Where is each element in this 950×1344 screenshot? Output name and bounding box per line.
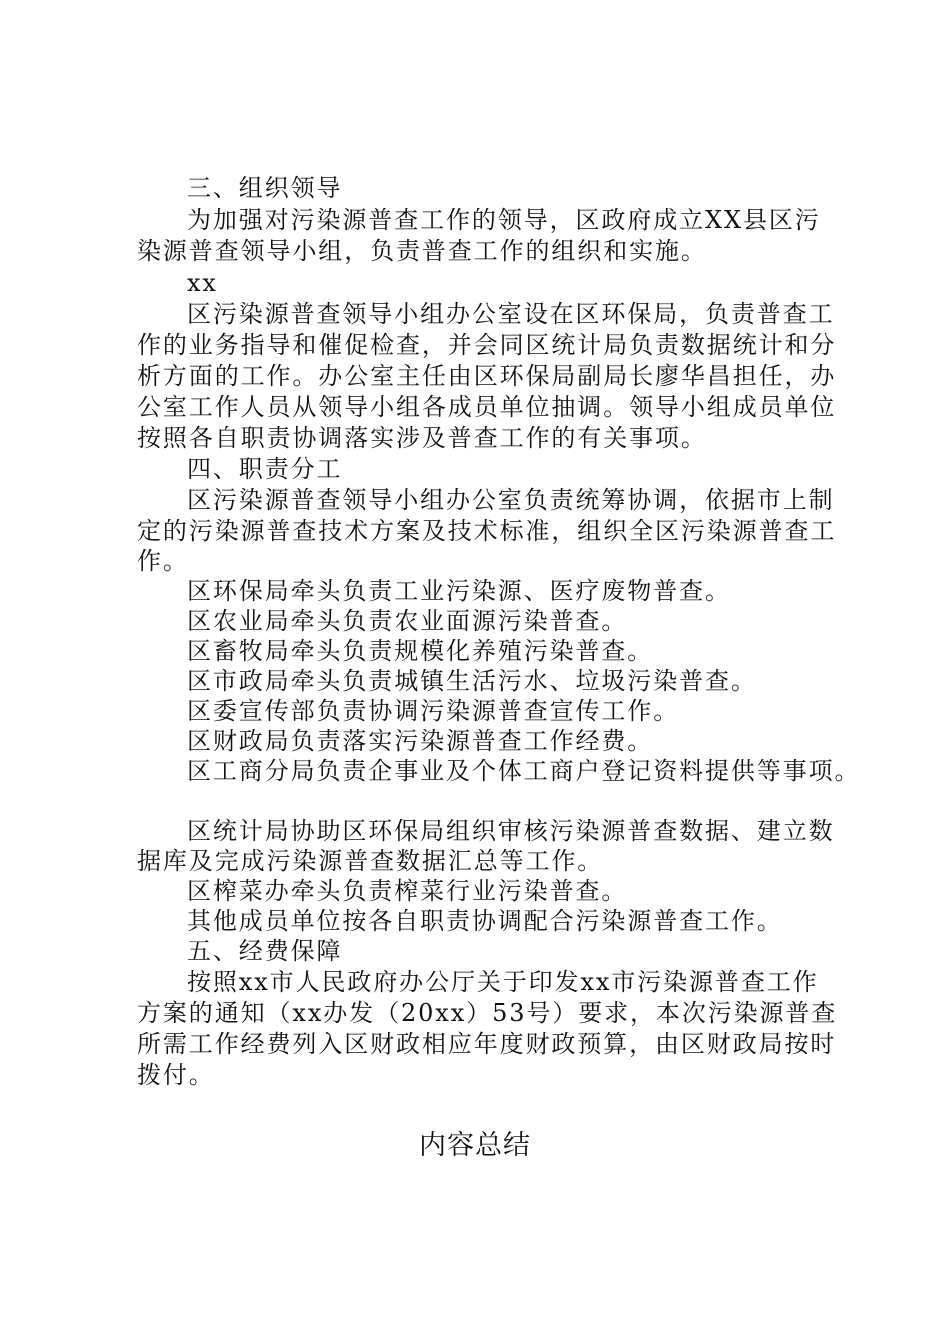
paragraph-line: 析方面的工作。办公室主任由区环保局副局长廖华昌担任，办 xyxy=(137,362,837,390)
paragraph-line: 区畜牧局牵头负责规模化养殖污染普查。 xyxy=(187,637,654,665)
paragraph-line: 区污染源普查领导小组办公室设在区环保局，负责普查工 xyxy=(187,300,835,328)
paragraph-line: 方案的通知（xx办发（20xx）53号）要求，本次污染源普查 xyxy=(137,999,838,1027)
paragraph-line: 区财政局负责落实污染源普查工作经费。 xyxy=(187,727,654,755)
paragraph-line: 区市政局牵头负责城镇生活污水、垃圾污染普查。 xyxy=(187,667,757,695)
heading-funding-guarantee: 五、经费保障 xyxy=(187,937,343,965)
paragraph-line: 按照xx市人民政府办公厅关于印发xx市污染源普查工作 xyxy=(187,968,819,996)
heading-duty-division: 四、职责分工 xyxy=(187,455,343,483)
paragraph-line: 区统计局协助区环保局组织审核污染源普查数据、建立数 xyxy=(187,817,835,845)
paragraph-line: 公室工作人员从领导小组各成员单位抽调。领导小组成员单位 xyxy=(137,393,837,421)
paragraph-line: 区委宣传部负责协调污染源普查宣传工作。 xyxy=(187,697,680,725)
paragraph-line: 区环保局牵头负责工业污染源、医疗废物普查。 xyxy=(187,577,731,605)
paragraph-line: 按照各自职责协调落实涉及普查工作的有关事项。 xyxy=(137,424,707,452)
paragraph-line: 染源普查领导小组，负责普查工作的组织和实施。 xyxy=(137,237,707,265)
paragraph-line: 拨付。 xyxy=(137,1061,215,1089)
paragraph-line: 作。 xyxy=(137,547,189,575)
paragraph-line: xx xyxy=(187,269,218,297)
paragraph-line: 为加强对污染源普查工作的领导，区政府成立XX县区污 xyxy=(187,206,821,234)
paragraph-line: 所需工作经费列入区财政相应年度财政预算，由区财政局按时 xyxy=(137,1030,837,1058)
paragraph-line: 区农业局牵头负责农业面源污染普查。 xyxy=(187,607,628,635)
summary-title: 内容总结 xyxy=(419,1130,531,1161)
heading-organization-leadership: 三、组织领导 xyxy=(187,174,343,202)
paragraph-line: 其他成员单位按各自职责协调配合污染源普查工作。 xyxy=(187,907,783,935)
paragraph-line: 区榨菜办牵头负责榨菜行业污染普查。 xyxy=(187,877,628,905)
paragraph-line: 作的业务指导和催促检查，并会同区统计局负责数据统计和分 xyxy=(137,331,837,359)
paragraph-line: 据库及完成污染源普查数据汇总等工作。 xyxy=(137,847,604,875)
paragraph-line: 定的污染源普查技术方案及技术标准，组织全区污染源普查工 xyxy=(137,517,837,545)
paragraph-line: 区污染源普查领导小组办公室负责统筹协调，依据市上制 xyxy=(187,486,835,514)
paragraph-line: 区工商分局负责企事业及个体工商户登记资料提供等事项。 xyxy=(187,757,861,785)
